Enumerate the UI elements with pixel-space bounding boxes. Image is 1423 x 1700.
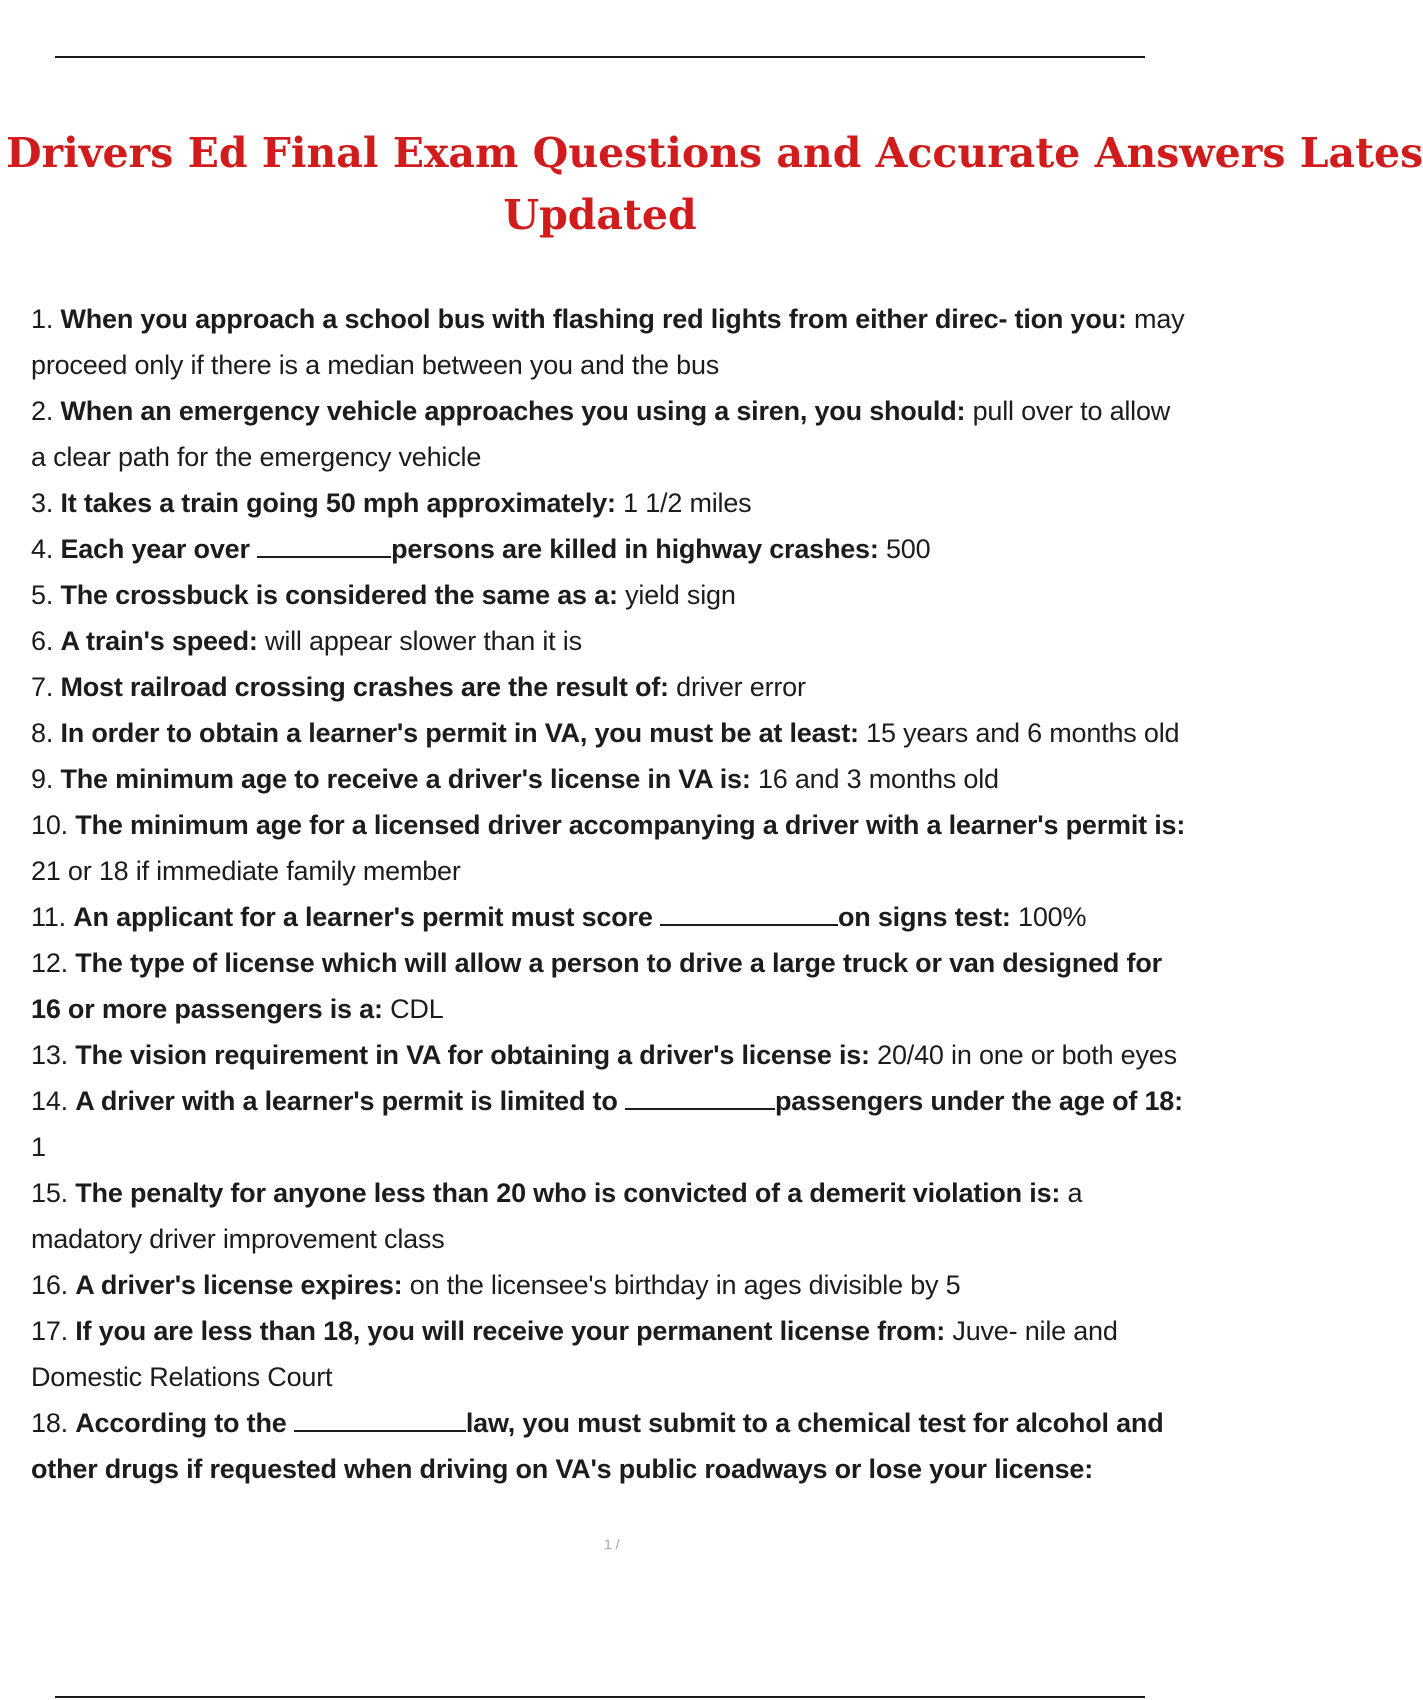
question-9: 9. The minimum age to receive a driver's license in VA is: 16 and 3 months old <box>31 764 999 794</box>
question-stem: The vision requirement in VA for obtaining a driver's license is: <box>75 1040 870 1070</box>
title-line-1: Drivers Ed Final Exam Questions and Accurate Answers Lates <box>6 129 1423 177</box>
top-rule <box>55 56 1145 58</box>
page-title <box>0 122 1423 246</box>
question-stem-continued: on signs test: <box>837 902 1011 932</box>
question-answer: 1 1/2 miles <box>623 488 752 518</box>
question-stem: According to the <box>75 1408 287 1438</box>
question-answer: pull over to allow a clear path for the emergency vehicle <box>31 396 1171 472</box>
question-17: 17. If you are less than 18, you will receive your permanent license from: Juve- nile and Domestic Relations Court <box>31 1316 1118 1392</box>
question-stem: When you approach a school bus with flashing red lights from either direc- tion you: <box>60 304 1127 334</box>
question-answer: yield sign <box>625 580 736 610</box>
question-5: 5. The crossbuck is considered the same as a: yield sign <box>31 580 736 610</box>
question-13: 13. The vision requirement in VA for obtaining a driver's license is: 20/40 in one or both eyes <box>31 1040 1177 1070</box>
question-16: 16. A driver's license expires: on the licensee's birthday in ages divisible by 5 <box>31 1270 961 1300</box>
question-answer: 16 and 3 months old <box>757 764 999 794</box>
question-15: 15. The penalty for anyone less than 20 who is convicted of a demerit violation is: a madatory driver improvement class <box>31 1178 1083 1254</box>
bottom-rule <box>55 1696 1145 1698</box>
question-stem-continued: persons are killed in highway crashes: <box>391 534 879 564</box>
question-answer: 100% <box>1018 902 1087 932</box>
question-stem: When an emergency vehicle approaches you using a siren, you should: <box>60 396 966 426</box>
question-stem: A driver with a learner's permit is limited to <box>75 1086 618 1116</box>
question-12: 12. The type of license which will allow a person to drive a large truck or van designed for 16 or more passengers is a: CDL <box>31 948 1162 1024</box>
question-stem: An applicant for a learner's permit must score <box>73 902 653 932</box>
question-8: 8. In order to obtain a learner's permit in VA, you must be at least: 15 years and 6 months old <box>31 718 1180 748</box>
question-answer: on the licensee's birthday in ages divisible by 5 <box>409 1270 961 1300</box>
question-3: 3. It takes a train going 50 mph approximately: 1 1/2 miles <box>31 488 752 518</box>
question-stem: The minimum age for a licensed driver accompanying a driver with a learner's permit is: <box>75 810 1186 840</box>
question-stem: The penalty for anyone less than 20 who is convicted of a demerit violation is: <box>75 1178 1061 1208</box>
fill-in-blank <box>257 534 391 558</box>
fill-in-blank <box>660 902 838 926</box>
question-10: 10. The minimum age for a licensed driver accompanying a driver with a learner's permit is: 21 or 18 if immediate family member <box>31 810 1186 886</box>
question-14: 14. A driver with a learner's permit is limited to passengers under the age of 18: 1 <box>31 1086 1183 1162</box>
question-answer: 20/40 in one or both eyes <box>877 1040 1177 1070</box>
question-answer: driver error <box>676 672 806 702</box>
question-2: 2. When an emergency vehicle approaches you using a siren, you should: pull over to allow a clear path for the emergency vehicle <box>31 396 1171 472</box>
question-answer: Juve- nile and Domestic Relations Court <box>31 1316 1118 1392</box>
fill-in-blank <box>625 1086 775 1110</box>
question-answer: 500 <box>885 534 931 564</box>
question-7: 7. Most railroad crossing crashes are the result of: driver error <box>31 672 806 702</box>
question-18: 18. According to the law, you must submit to a chemical test for alcohol and other drugs if requested when driving on VA's public roadways or lose your license: <box>31 1408 1164 1484</box>
question-stem: In order to obtain a learner's permit in VA, you must be at least: <box>60 718 859 748</box>
question-answer: 15 years and 6 months old <box>866 718 1180 748</box>
question-answer: 1 <box>31 1132 46 1162</box>
question-stem: A train's speed: <box>60 626 258 656</box>
question-4: 4. Each year over persons are killed in highway crashes: 500 <box>31 534 931 564</box>
question-stem: Each year over <box>60 534 250 564</box>
question-1: 1. When you approach a school bus with flashing red lights from either direc- tion you: may proceed only if there is a median between you and the bus <box>31 304 1185 380</box>
question-answer: may proceed only if there is a median between you and the bus <box>31 304 1185 380</box>
question-stem: If you are less than 18, you will receive your permanent license from: <box>75 1316 946 1346</box>
question-11: 11. An applicant for a learner's permit must score on signs test: 100% <box>31 902 1087 932</box>
question-answer: 21 or 18 if immediate family member <box>31 856 461 886</box>
question-answer: a madatory driver improvement class <box>31 1178 1083 1254</box>
question-stem: It takes a train going 50 mph approximately: <box>60 488 616 518</box>
question-list <box>31 296 1191 1492</box>
question-answer: CDL <box>390 994 444 1024</box>
page-number: 1 / <box>604 1536 620 1552</box>
question-stem: Most railroad crossing crashes are the result of: <box>60 672 669 702</box>
question-stem-continued: law, you must submit to a chemical test for alcohol and other drugs if requested when driving on VA's public roadways or lose your license: <box>31 1408 1164 1484</box>
question-stem: The minimum age to receive a driver's license in VA is: <box>60 764 751 794</box>
question-stem-continued: passengers under the age of 18: <box>774 1086 1183 1116</box>
title-line-2: Updated <box>503 191 697 239</box>
question-answer: will appear slower than it is <box>265 626 582 656</box>
question-stem: The type of license which will allow a person to drive a large truck or van designed for 16 or more passengers is a: <box>31 948 1162 1024</box>
question-stem: A driver's license expires: <box>75 1270 403 1300</box>
question-stem: The crossbuck is considered the same as a: <box>60 580 618 610</box>
question-6: 6. A train's speed: will appear slower than it is <box>31 626 582 656</box>
fill-in-blank <box>294 1408 466 1432</box>
